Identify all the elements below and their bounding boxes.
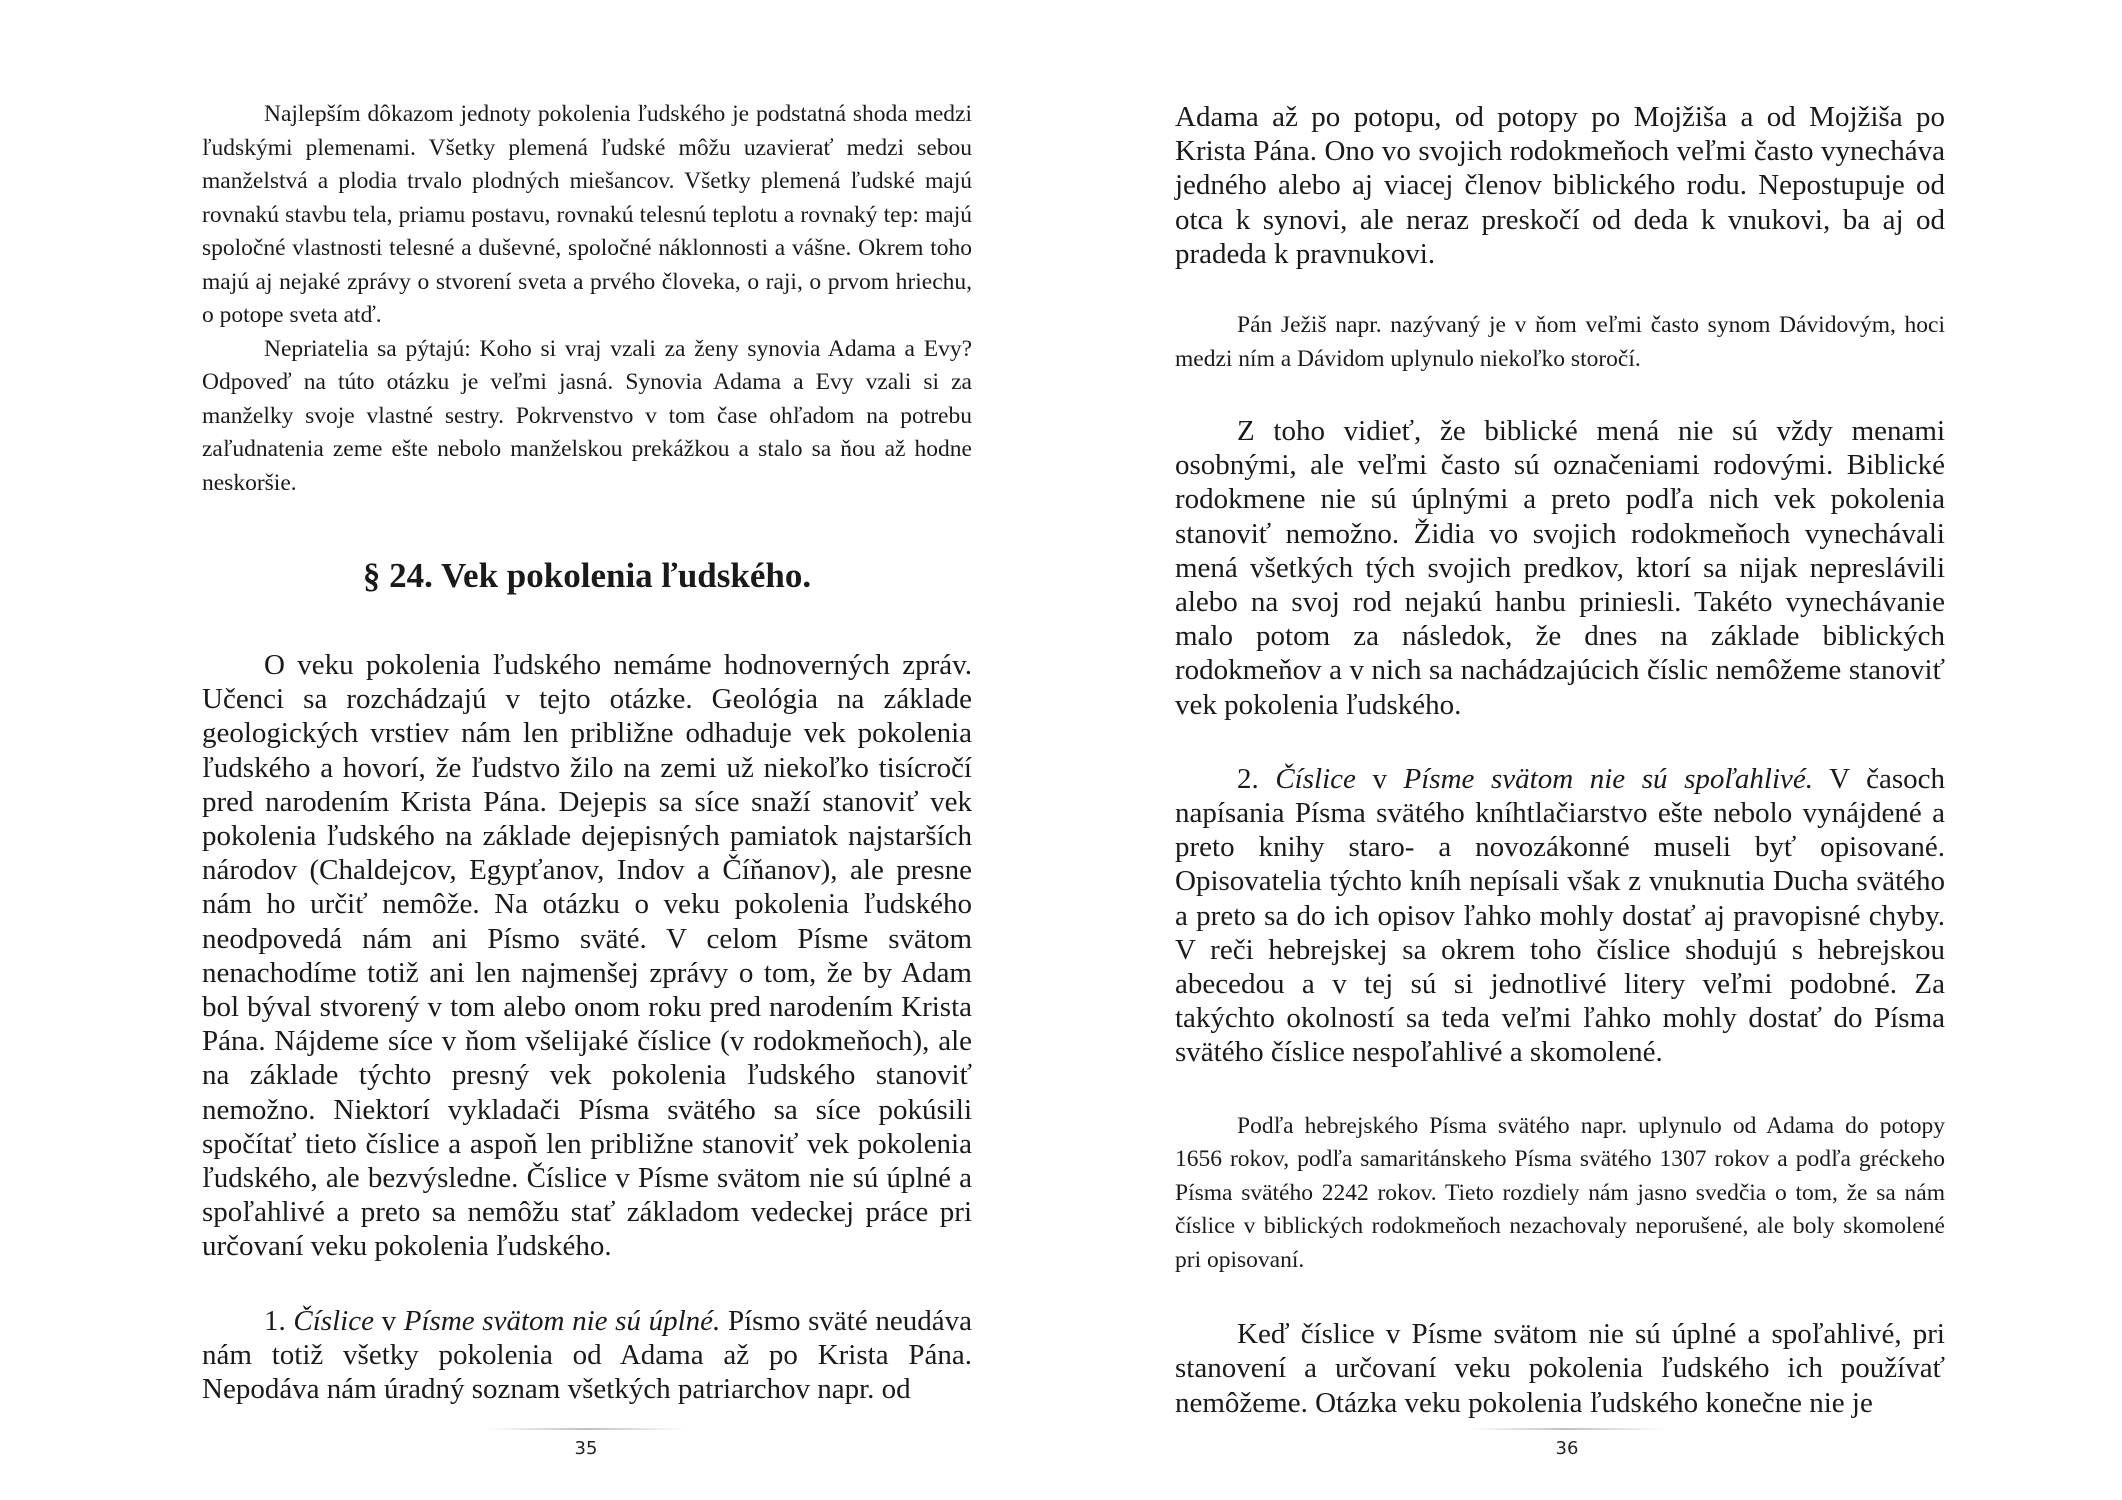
right-page	[1061, 0, 2122, 1500]
left-paragraph-unity: Najlepším dôkazom jednoty pokolenia ľudského je podstatná shoda medzi ľudskými plemenami. Všetky plemená ľudské môžu uzavierať medzi sebou manželstvá a plodia trvalo plodných miešancov. Všetky plemená ľudské majú rovnakú stavbu tela, priamu postavu, rovnakú telesnú teplotu a rovnaký tep: majú spoločné vlastnosti telesné a duševné, spoločné náklonnosti a vášne. Okrem toho majú aj nejaké zprávy o stvorení sveta a prvého človeka, o raji, o prvom hriechu, o potope sveta atď.	[202, 101, 972, 328]
right-note-david: Pán Ježiš napr. nazývaný je v ňom veľmi často synom Dávidovým, hoci medzi ním a Dávidom uplynulo niekoľko storočí.	[1175, 312, 1945, 372]
page-number-rule	[486, 1428, 686, 1430]
right-paragraph-names: Z toho vidieť, že biblické mená nie sú vždy menami osobnými, ale veľmi často sú označeniami rodovými. Biblické rodokmene nie sú úplnými a preto podľa nich vek pokolenia stanoviť nemožno. Židia vo svojich rodokmeňoch vynechávali mená všetkých tých svojich predkov, ktorí sa nijak nepreslávili alebo na svoj rod nejakú hanbu priniesli. Takéto vynechávanie malo potom za následok, že dnes na základe biblických rodokmeňov a v nich sa nachádzajúcich číslic nemôžeme stanoviť vek pokolenia ľudského.	[1175, 415, 1945, 721]
page-number-rule	[1467, 1428, 1667, 1430]
right-paragraph-continuation: Adama až po potopu, od potopy po Mojžiša a od Mojžiša po Krista Pána. Ono vo svojich rodokmeňoch veľmi často vynecháva jedného alebo aj viacej členov biblického rodu. Nepostupuje od otca k synovi, ale neraz preskočí od deda k vnukovi, ba aj od pradeda k pravnukovi.	[1175, 101, 1945, 270]
italic-phrase: Písme svätom nie sú spoľahlivé.	[1403, 762, 1814, 795]
right-paragraph-conclusion: Keď číslice v Písme svätom nie sú úplné a spoľahlivé, pri stanovení a určovaní veku pokolenia ľudského ich používať nemôžeme. Otázka veku pokolenia ľudského konečne nie je	[1175, 1318, 1945, 1419]
left-paragraph-adam-eve: Nepriatelia sa pýtajú: Koho si vraj vzali za ženy synovia Adama a Evy? Odpoveď na túto otázku je veľmi jasná. Synovia Adama a Evy vzali si za manželky svoje vlastné sestry. Pokrvenstvo v tom čase ohľadom na potrebu zaľudnatenia zeme ešte nebolo manželskou prekážkou a stalo sa ňou až hodne neskoršie.	[202, 335, 972, 496]
right-note-numbers: Podľa hebrejského Písma svätého napr. uplynulo od Adama do potopy 1656 rokov, podľa samaritánskeho Písma svätého 1307 rokov a podľa gréckeho Písma svätého 2242 rokov. Tieto rozdiely nám jasno svedčia o tom, že sa nám číslice v biblických rodokmeňoch nezachovaly neporušené, ale boly skomolené pri opisovaní.	[1175, 1112, 1945, 1273]
italic-phrase: Číslice	[293, 1304, 374, 1337]
page-number: 36	[1555, 1438, 1579, 1459]
italic-phrase: Číslice	[1275, 762, 1356, 795]
italic-phrase: Písme svätom nie sú úplné.	[403, 1304, 721, 1337]
left-paragraph-age: O veku pokolenia ľudského nemáme hodnoverných zpráv. Učenci sa rozchádzajú v tejto otázke. Geológia na základe geologických vrstiev nám len približne odhaduje vek pokolenia ľudského a hovorí, že ľudstvo žilo na zemi už niekoľko tisícročí pred narodením Krista Pána. Dejepis sa síce snaží stanoviť vek pokolenia ľudského na základe dejepisných pamiatok najstarších národov (Chaldejcov, Egypťanov, Indov a Číňanov), ale presne nám ho určiť nemôže. Na otázku o veku pokolenia ľudského neodpovedá nám ani Písmo sväté. V celom Písme svätom nenachodíme totiž ani len najmenšej zprávy o tom, že by Adam bol býval stvorený v tom alebo onom roku pred narodením Krista Pána. Nájdeme síce v ňom všelijaké číslice (v rodokmeňoch), ale na základe týchto presný vek pokolenia ľudského stanoviť nemožno. Niektorí vykladači Písma svätého sa síce pokúsili spočítať tieto číslice a aspoň len približne stanoviť vek pokolenia ľudského, ale bezvýsledne. Číslice v Písme svätom nie sú úplné a spoľahlivé a preto sa nemôžu stať základom vedeckej práce pri určovaní veku pokolenia ľudského.	[202, 649, 972, 1263]
page-number: 35	[574, 1438, 598, 1459]
right-text-column	[1175, 100, 1945, 1420]
right-paragraph-point-2: 2. Číslice v Písme svätom nie sú spoľahlivé. V časoch napísania Písma svätého kníhtlačiarstvo ešte nebolo vynájdené a preto knihy staro- a novozákonné museli byť opisované. Opisovatelia týchto kníh nepísali však z vnuknutia Ducha svätého a preto sa do ich opisov ľahko mohly dostať aj pravopisné chyby. V reči hebrejskej sa okrem toho číslice shodujú s hebrejskou abecedou a v tej sú si jednotlivé litery veľmi podobné. Za takýchto okolností sa teda veľmi ľahko mohly dostať do Písma svätého číslice nespoľahlivé a skomolené.	[1175, 762, 1945, 1069]
left-text-column	[202, 98, 972, 1406]
left-paragraph-point-1: 1. Číslice v Písme svätom nie sú úplné. Písmo sväté neudáva nám totiž všetky pokolenia od Adama až po Krista Pána. Nepodáva nám úradný soznam všetkých patriarchov napr. od	[202, 1304, 973, 1406]
section-heading: § 24. Vek pokolenia ľudského.	[362, 556, 812, 595]
